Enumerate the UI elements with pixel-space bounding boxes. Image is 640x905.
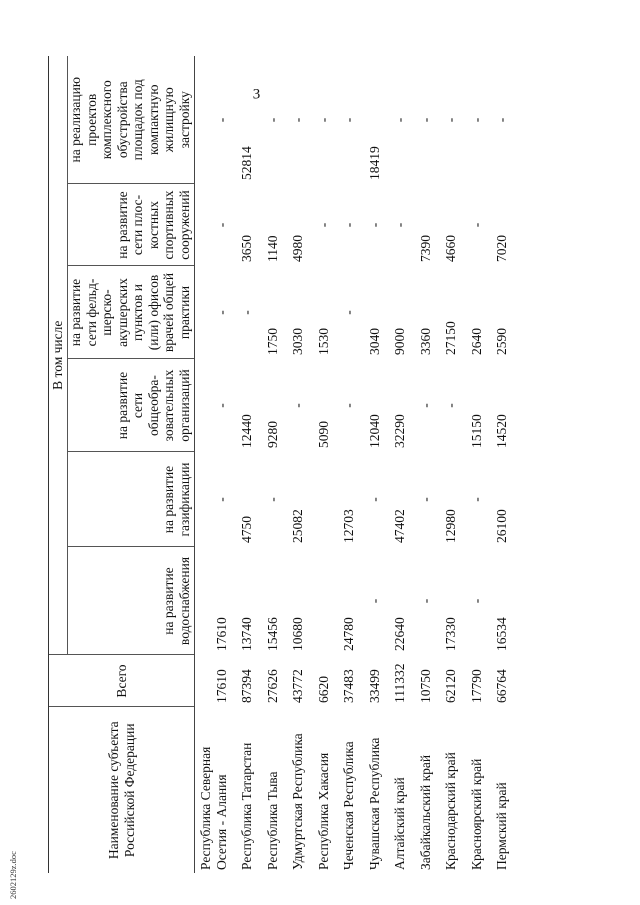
- table-row: [409, 56, 435, 873]
- value-cell: 4980: [290, 235, 306, 262]
- total-cell: 43772: [290, 669, 306, 703]
- value-cell: -: [341, 310, 357, 315]
- table-row: [230, 56, 256, 873]
- total-cell: 6620: [315, 676, 331, 703]
- value-cell: -: [239, 310, 255, 315]
- value-cell: -: [392, 117, 408, 123]
- table-row: [383, 56, 409, 873]
- value-cell: -: [468, 497, 484, 502]
- value-cell: 16534: [494, 617, 510, 651]
- value-cell: 32290: [392, 414, 408, 448]
- value-cell: -: [341, 222, 357, 228]
- value-cell: -: [315, 117, 331, 123]
- value-cell: -: [264, 497, 280, 502]
- header-sports-facilities: на развитие сети плос-костных спортивных сооружений: [68, 184, 195, 266]
- total-cell: 27626: [264, 669, 280, 703]
- value-cell: -: [213, 310, 229, 315]
- region-name-cell: Республика Северная Осетия - Алания: [198, 746, 229, 870]
- value-cell: -: [443, 403, 459, 408]
- total-cell: 33499: [366, 669, 382, 703]
- value-cell: -: [366, 497, 382, 502]
- total-cell: 111332: [392, 663, 408, 703]
- value-cell: 15456: [264, 617, 280, 651]
- document-code: 2602129z.doc: [8, 851, 18, 899]
- value-cell: -: [341, 403, 357, 408]
- value-cell: -: [468, 117, 484, 123]
- total-cell: 66764: [494, 669, 510, 703]
- value-cell: 12980: [443, 509, 459, 543]
- value-cell: 17330: [443, 617, 459, 651]
- table-row: [281, 56, 307, 873]
- table-row: [434, 56, 460, 873]
- region-name-cell: Краснодарский край: [443, 752, 459, 870]
- value-cell: 47402: [392, 509, 408, 543]
- value-cell: -: [341, 117, 357, 123]
- total-cell: 17790: [468, 669, 484, 703]
- region-name-cell: Чувашская Республика: [366, 737, 382, 870]
- table-header: [49, 56, 195, 873]
- table-row: [332, 56, 358, 873]
- value-cell: 2590: [494, 328, 510, 355]
- value-cell: -: [392, 222, 408, 228]
- value-cell: -: [366, 222, 382, 228]
- header-water-supply: на развитие водоснабжения: [68, 547, 195, 655]
- header-schools: на развитие сети общеобра-зовательных организаций: [68, 359, 195, 452]
- value-cell: -: [494, 117, 510, 123]
- value-cell: 12703: [341, 509, 357, 543]
- total-cell: 37483: [341, 669, 357, 703]
- value-cell: 24780: [341, 617, 357, 651]
- value-cell: 1750: [264, 328, 280, 355]
- region-name-cell: Пермский край: [494, 782, 510, 870]
- value-cell: 22640: [392, 617, 408, 651]
- value-cell: 17610: [213, 617, 229, 651]
- header-medical-posts: на развитие сети фельд-шерско-акушерских пунктов и (или) офисов врачей общей практики: [68, 266, 195, 359]
- table-body: [195, 56, 511, 873]
- value-cell: 3040: [366, 328, 382, 355]
- value-cell: 27150: [443, 321, 459, 355]
- total-cell: 87394: [239, 669, 255, 703]
- value-cell: 3360: [417, 328, 433, 355]
- value-cell: 4660: [443, 235, 459, 262]
- value-cell: 2640: [468, 328, 484, 355]
- value-cell: -: [417, 497, 433, 502]
- value-cell: 12440: [239, 414, 255, 448]
- value-cell: -: [213, 497, 229, 502]
- value-cell: -: [417, 598, 433, 604]
- header-region-name: Наименование субъекта Российской Федерации: [49, 707, 195, 873]
- value-cell: -: [213, 117, 229, 123]
- table-row: [460, 56, 486, 873]
- region-name-cell: Алтайский край: [392, 777, 408, 870]
- table-row: [307, 56, 333, 873]
- value-cell: -: [213, 222, 229, 228]
- value-cell: 3030: [290, 328, 306, 355]
- value-cell: 26100: [494, 509, 510, 543]
- value-cell: 7390: [417, 235, 433, 262]
- value-cell: -: [468, 598, 484, 604]
- value-cell: -: [213, 403, 229, 408]
- value-cell: 4750: [239, 516, 255, 543]
- value-cell: 9000: [392, 328, 408, 355]
- table-row: [256, 56, 282, 873]
- total-cell: 10750: [417, 669, 433, 703]
- header-total: Всего: [49, 655, 195, 707]
- subsidy-table: [48, 56, 511, 873]
- table-row: [485, 56, 511, 873]
- value-cell: -: [315, 222, 331, 228]
- value-cell: [307, 452, 333, 547]
- total-cell: 17610: [213, 669, 229, 703]
- value-cell: 9280: [264, 421, 280, 448]
- value-cell: -: [366, 598, 382, 604]
- value-cell: 5090: [315, 421, 331, 448]
- value-cell: [307, 547, 333, 655]
- value-cell: 15150: [468, 414, 484, 448]
- header-gasification: на развитие газификации: [68, 452, 195, 547]
- value-cell: 7020: [494, 235, 510, 262]
- value-cell: 13740: [239, 617, 255, 651]
- value-cell: -: [417, 117, 433, 123]
- value-cell: 14520: [494, 414, 510, 448]
- value-cell: -: [443, 117, 459, 123]
- page-number: 3: [252, 86, 261, 103]
- region-name-cell: Республика Хакасия: [315, 752, 331, 870]
- value-cell: -: [290, 403, 306, 408]
- region-name-cell: Республика Тыва: [264, 771, 280, 870]
- value-cell: -: [417, 403, 433, 408]
- table-row: [358, 56, 384, 873]
- total-cell: 62120: [443, 669, 459, 703]
- value-cell: 1530: [315, 328, 331, 355]
- value-cell: -: [264, 117, 280, 123]
- value-cell: 52814: [239, 146, 255, 180]
- region-name-cell: Республика Татарстан: [239, 742, 255, 870]
- header-including: В том числе: [49, 56, 68, 655]
- header-housing-sites: на реализацию проектов комплексного обустройства площадок под компактную жилищную застройку: [68, 56, 195, 184]
- table-row: [195, 56, 231, 873]
- region-name-cell: Удмуртская Республика: [290, 733, 306, 870]
- value-cell: 25082: [290, 509, 306, 543]
- value-cell: 12040: [366, 414, 382, 448]
- value-cell: 18419: [366, 146, 382, 180]
- value-cell: -: [290, 117, 306, 123]
- region-name-cell: Чеченская Республика: [341, 741, 357, 870]
- region-name-cell: Забайкальский край: [417, 754, 433, 870]
- value-cell: 10680: [290, 617, 306, 651]
- value-cell: 3650: [239, 235, 255, 262]
- value-cell: 1140: [264, 235, 280, 262]
- region-name-cell: Красноярский край: [468, 758, 484, 870]
- value-cell: -: [468, 222, 484, 228]
